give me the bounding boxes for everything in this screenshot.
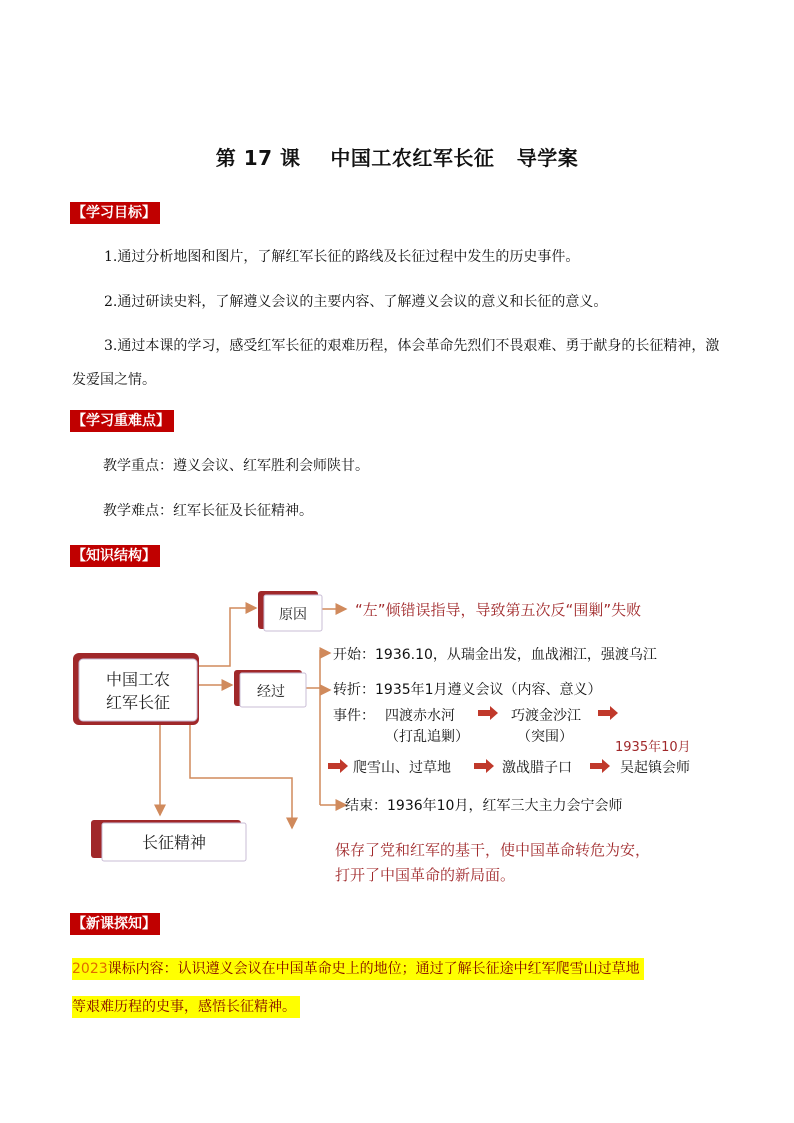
event-2: 巧渡金沙江 <box>511 708 581 724</box>
event-5: 吴起镇会师 <box>620 760 690 776</box>
event-4: 激战腊子口 <box>502 760 572 776</box>
process-end: 结束：1936年10月，红军三大主力会宁会师 <box>345 798 623 814</box>
curriculum-text1: 课标内容：认识遵义会议在中国革命史上的地位；通过了解长征途中红军爬雪山过草地 <box>107 961 640 977</box>
curriculum-text2: 等艰难历程的史事，感悟长征精神。 <box>72 999 296 1015</box>
reason-label: 原因 <box>279 607 307 623</box>
main-topic-line1: 中国工农 <box>105 670 171 689</box>
process-turn: 转折：1935年1月遵义会议（内容、意义） <box>333 682 602 698</box>
spirit-box <box>91 820 246 861</box>
event-3: 爬雪山、过草地 <box>353 760 451 776</box>
goal-item-1: 1.通过分析地图和图片，了解红军长征的路线及长征过程中发生的历史事件。 <box>104 249 580 265</box>
section-tag-structure: 【知识结构】 <box>70 545 160 567</box>
curriculum-line1 <box>72 958 644 980</box>
reason-box <box>258 591 322 631</box>
significance-line2: 打开了中国革命的新局面。 <box>335 866 516 884</box>
goal-item-3: 3.通过本课的学习，感受红军长征的艰难历程，体会革命先烈们不畏艰难、勇于献身的长征精神，激发爱国之情。 <box>72 338 720 388</box>
section-tag-newlesson: 【新课探知】 <box>70 913 160 935</box>
events-label: 事件： <box>333 708 375 724</box>
reason-text: “左”倾错误指导，导致第五次反“围剿”失败 <box>355 601 642 619</box>
spirit-label: 长征精神 <box>141 833 207 852</box>
process-box <box>234 670 306 707</box>
main-topic-line2: 红军长征 <box>105 693 171 712</box>
process-label: 经过 <box>257 684 285 700</box>
event-1: 四渡赤水河 <box>385 708 455 724</box>
curriculum-year: 2023 <box>72 961 108 977</box>
event-2-note: （突围） <box>517 729 573 745</box>
process-start: 开始：1936.10，从瑞金出发，血战湘江，强渡乌江 <box>333 647 657 663</box>
section-tag-keypoints: 【学习重难点】 <box>70 410 174 432</box>
main-topic-box <box>73 653 199 725</box>
significance-line1: 保存了党和红军的基干，使中国革命转危为安， <box>335 841 651 859</box>
curriculum-line2 <box>72 996 300 1018</box>
goal-item-2: 2.通过研读史料，了解遵义会议的主要内容、了解遵义会议的意义和长征的意义。 <box>104 294 608 310</box>
section-tag-goals: 【学习目标】 <box>70 202 160 224</box>
event-1-note: （打乱追剿） <box>385 729 469 745</box>
event-5-date: 1935年10月 <box>615 740 691 755</box>
teaching-focus: 教学重点：遵义会议、红军胜利会师陕甘。 <box>103 458 369 474</box>
teaching-difficulty: 教学难点：红军长征及长征精神。 <box>103 503 313 519</box>
page-title: 第 17 课 中国工农红军长征 导学案 <box>215 146 579 170</box>
